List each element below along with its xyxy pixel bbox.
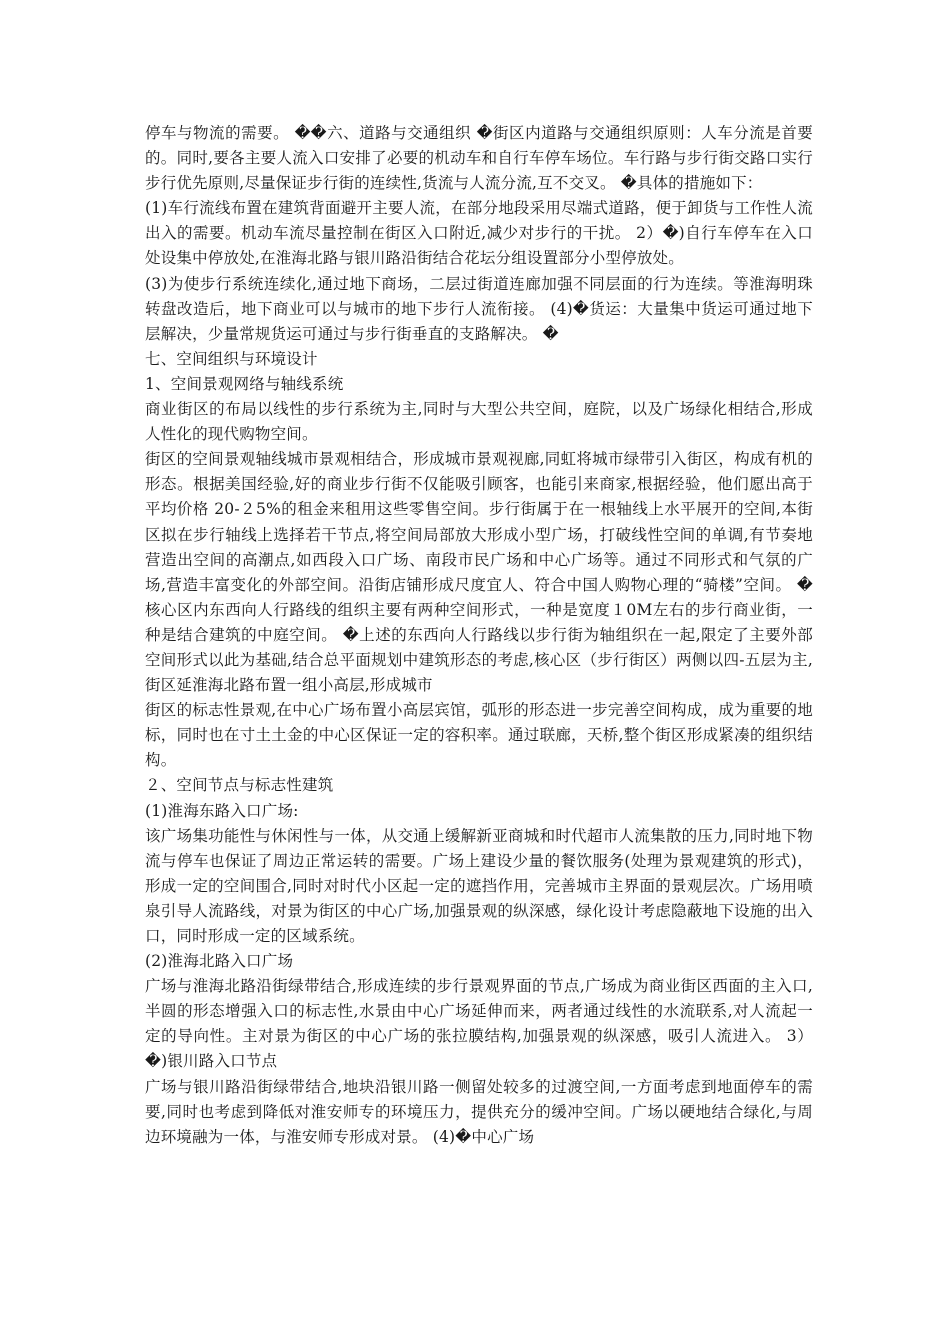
paragraph-layout: 商业街区的布局以线性的步行系统为主,同时与大型公共空间，庭院，以及广场绿化相结合,形成人性化的现代购物空间。 xyxy=(145,400,813,444)
paragraph-huaihai-north: 广场与淮海北路沿街绿带结合,形成连续的步行景观界面的节点,广场成为商业街区西面的主入口,半圆的形态增强入口的标志性,水景由中心广场延伸而来，两者通过线性的水流联系,对人流起一定的导向性。主对景为街区的中心广场的张拉膜结构,加强景观的纵深感，吸引人流进入。 3）�)银川路入口节点 xyxy=(145,977,813,1071)
paragraph-traffic-organization: 停车与物流的需要。 ��六、道路与交通组织 �街区内道路与交通组织原则：人车分流是首要的。同时,要各主要人流入口安排了必要的机动车和自行车停车场位。车行路与步行街交路口实行步行优先原则,尽量保证步行街的连续性,货流与人流分流,互不交叉。 �具体的措施如下： xyxy=(145,124,813,193)
item-heading-huaihai-north: (2)淮海北路入口广场 xyxy=(145,952,294,971)
section-heading-space-organization: 七、空间组织与环境设计 xyxy=(145,349,318,368)
subsection-heading-landscape-axis: 1、空间景观网络与轴线系统 xyxy=(145,374,344,393)
paragraph-huaihai-east: 该广场集功能性与休闲性与一体，从交通上缓解新亚商城和时代超市人流集散的压力,同时地下物流与停车也保证了周边正常运转的需要。广场上建设少量的餐饮服务(处理为景观建筑的形式)，形成一定的空间围合,同时对时代小区起一定的遮挡作用，完善城市主界面的景观层次。广场用喷泉引导人流路线，对景为街区的中心广场,加强景观的纵深感，绿化设计考虑隐蔽地下设施的出入口，同时形成一定的区域系统。 xyxy=(145,826,813,945)
paragraph-vehicle-routes: (1)车行流线布置在建筑背面避开主要人流，在部分地段采用尽端式道路，便于卸货与工作性人流出入的需要。机动车流尽量控制在街区入口附近,减少对步行的干扰。 2）�)自行车停车在入口处设集中停放处,在淮海北路与银川路沿街结合花坛分组设置部分小型停放处。 xyxy=(145,199,813,268)
paragraph-landscape-axis: 街区的空间景观轴线城市景观相结合，形成城市景观视廊,同虹将城市绿带引入街区，构成有机的形态。根据美国经验,好的商业步行街不仅能吸引顾客，也能引来商家,根据经验，他们愿出高于平均价格 20-２5%的租金来租用这些零售空间。步行街属于在一根轴线上水平展开的空间,本街区拟在步行轴线上选择若干节点,将空间局部放大形成小型广场，打破线性空间的单调,有节奏地营造出空间的高潮点,如西段入口广场、南段市民广场和中心广场等。通过不同形式和气氛的广场,营造丰富变化的外部空间。沿街店铺形成尺度宜人、符合中国人购物心理的“骑楼”空间。 �核心区内东西向人行路线的组织主要有两种空间形式，一种是宽度１0M左右的步行商业街，一种是结合建筑的中庭空间。 �上述的东西向人行路线以步行街为轴组织在一起,限定了主要外部空间形式以此为基础,结合总平面规划中建筑形态的考虑,核心区（步行街区）两侧以四-五层为主,街区延淮海北路布置一组小高层,形成城市 xyxy=(145,450,813,695)
document-body xyxy=(145,121,813,1150)
subsection-heading-nodes: ２、空间节点与标志性建筑 xyxy=(145,776,334,795)
item-heading-huaihai-east: (1)淮海东路入口广场: xyxy=(145,801,299,820)
paragraph-landmark: 街区的标志性景观,在中心广场布置小高层宾馆，弧形的形态进一步完善空间构成，成为重要的地标，同时也在寸土土金的中心区保证一定的容积率。通过联廊，天桥,整个街区形成紧凑的组织结构。 xyxy=(145,701,813,770)
paragraph-pedestrian-system: (3)为使步行系统连续化,通过地下商场，二层过街道连廊加强不同层面的行为连续。等淮海明珠转盘改造后，地下商业可以与城市的地下步行人流衔接。 (4)�货运：大量集中货运可通过地下层解决，少量常规货运可通过与步行街垂直的支路解决。 � xyxy=(145,274,813,343)
paragraph-yinchuan-road: 广场与银川路沿街绿带结合,地块沿银川路一侧留处较多的过渡空间,一方面考虑到地面停车的需要,同时也考虑到降低对淮安师专的环境压力，提供充分的缓冲空间。广场以硬地结合绿化,与周边环境融为一体，与淮安师专形成对景。 (4)�中心广场 xyxy=(145,1077,813,1146)
